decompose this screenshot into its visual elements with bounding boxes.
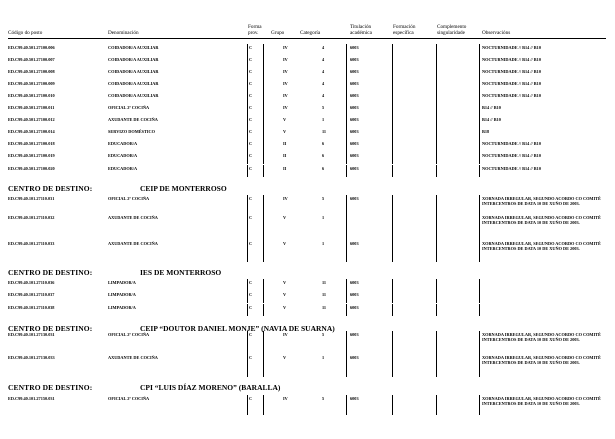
cell-codigo: ED.C99.40.101.27130.031 [8,332,55,337]
table-row [0,81,615,93]
center-label: CENTRO DE DESTINO: [8,268,93,277]
column-rule [346,240,347,262]
column-rule [392,195,393,214]
column-rule [346,44,347,56]
cell-titulacion: 6003 [350,166,359,171]
cell-denominacion: AXUDANTE DE COCIÑA [108,241,158,246]
column-rule [479,354,480,377]
column-rule [346,304,347,316]
column-rule [346,116,347,128]
column-rule [346,214,347,240]
cell-forma: C [249,355,253,360]
cell-categoria: 5 [322,196,325,201]
cell-denominacion: AXUDANTE DE COCIÑA [108,215,158,220]
column-rule [247,44,248,56]
cell-titulacion: 6003 [350,396,359,401]
center-name: IES DE MONTERROSO [140,268,222,277]
table-row [0,396,615,416]
center-name: CEIP “DOUTOR DANIEL MONJE” (NAVIA DE SUARNA) [140,324,335,333]
cell-denominacion: LIMPADOR/A [108,305,136,310]
column-rule [263,165,264,177]
header-denominacion: Denominación [108,30,139,36]
column-rule [436,240,437,262]
cell-observacions: XORNADA IRREGULAR, SEGUNDO ACORDO CO COMITÉ INTERCENTROS DE DATA 10 DE XUÑO DE 2003. [482,332,601,342]
cell-codigo: ED.C99.40.501.27100.008 [8,69,55,74]
column-rule [479,304,480,316]
column-rule [247,116,248,128]
column-rule [346,331,347,354]
column-rule [263,44,264,56]
column-rule [263,291,264,303]
column-rule [392,44,393,56]
column-rule [247,195,248,214]
column-rule [436,214,437,240]
column-rule [346,291,347,303]
column-rule [247,331,248,354]
column-rule [436,56,437,68]
cell-titulacion: 6003 [350,332,359,337]
cell-categoria: 1 [322,117,325,122]
column-rule [479,68,480,80]
column-rule [436,116,437,128]
cell-denominacion: EDUCADOR/A [108,153,138,158]
column-rule [346,354,347,377]
cell-grupo: IV [283,45,288,50]
cell-categoria: 4 [322,45,325,50]
column-rule [392,56,393,68]
column-rule [479,44,480,56]
cell-titulacion: 6003 [350,355,359,360]
cell-forma: C [249,332,253,337]
cell-categoria: 11 [322,280,327,285]
cell-observacions: B14 // B10 [482,105,501,110]
cell-categoria: 5 [322,332,325,337]
column-rule [479,56,480,68]
cell-observacions: NOCTURNIDADE // B14 // B10 [482,45,541,50]
table-row [0,305,615,317]
column-rule [436,395,437,415]
column-rule [346,104,347,116]
column-rule [392,354,393,377]
column-rule [392,80,393,92]
cell-denominacion: COIDADOR/A AUXILIAR [108,81,159,86]
column-rule [392,214,393,240]
cell-titulacion: 6003 [350,69,359,74]
column-rule [392,291,393,303]
column-rule [392,304,393,316]
column-rule [346,195,347,214]
column-rule [247,104,248,116]
column-rule [479,240,480,262]
column-rule [479,140,480,152]
cell-observacions: NOCTURNIDADE // B14 // B10 [482,81,541,86]
cell-observacions: NOCTURNIDADE // B14 // B10 [482,141,541,146]
header-complemento: Complemento singularidade [437,24,467,36]
cell-codigo: ED.C99.40.501.27100.018 [8,141,55,146]
column-rule [247,56,248,68]
cell-forma: C [249,141,253,146]
cell-grupo: IV [283,332,288,337]
table-row [0,241,615,263]
column-rule [263,240,264,262]
cell-titulacion: 6003 [350,241,359,246]
table-row [0,166,615,178]
cell-denominacion: OFICIAL 2ª COCIÑA [108,396,150,401]
cell-forma: C [249,117,253,122]
cell-forma: C [249,215,253,220]
column-rule [346,279,347,291]
column-rule [436,279,437,291]
column-rule [436,165,437,177]
column-rule [392,104,393,116]
column-rule [263,331,264,354]
cell-grupo: IV [283,81,288,86]
cell-titulacion: 6003 [350,81,359,86]
cell-grupo: V [283,355,287,360]
column-rule [346,68,347,80]
cell-titulacion: 6003 [350,196,359,201]
column-rule [263,395,264,415]
column-rule [479,92,480,104]
column-rule [392,116,393,128]
cell-denominacion: COIDADOR/A AUXILIAR [108,69,159,74]
cell-categoria: 4 [322,57,325,62]
cell-grupo: V [283,215,287,220]
cell-observacions: NOCTURNIDADE // B14 // B10 [482,69,541,74]
column-rule [479,331,480,354]
cell-forma: C [249,105,253,110]
header-categoria: Categoría [300,30,321,36]
cell-denominacion: OFICIAL 2ª COCIÑA [108,196,150,201]
cell-grupo: IV [283,69,288,74]
table-row [0,129,615,141]
cell-codigo: ED.C99.40.501.27100.019 [8,153,55,158]
cell-denominacion: LIMPADOR/A [108,292,136,297]
cell-titulacion: 6003 [350,280,359,285]
column-rule [479,279,480,291]
table-row [0,117,615,129]
cell-grupo: V [283,241,287,246]
cell-categoria: 4 [322,93,325,98]
column-rule [247,80,248,92]
column-rule [479,165,480,177]
column-rule [436,354,437,377]
column-rule [479,116,480,128]
cell-categoria: 4 [322,69,325,74]
column-rule [436,104,437,116]
cell-forma: C [249,292,253,297]
column-rule [247,128,248,140]
column-rule [346,152,347,164]
cell-titulacion: 6003 [350,57,359,62]
column-rule [392,279,393,291]
column-rule [247,395,248,415]
cell-grupo: V [283,280,287,285]
table-row [0,196,615,215]
header-forma: Forma prov. [248,24,262,36]
cell-forma: C [249,166,253,171]
cell-denominacion: COIDADOR/A AUXILIAR [108,57,159,62]
cell-denominacion: AXUDANTE DE COCIÑA [108,355,158,360]
cell-observacions: XORNADA IRREGULAR, SEGUNDO ACORDO CO COMITÉ INTERCENTROS DE DATA 10 DE XUÑO DE 2003. [482,241,601,251]
cell-titulacion: 6003 [350,45,359,50]
cell-categoria: 6 [322,153,325,158]
column-rule [392,395,393,415]
column-rule [436,304,437,316]
column-rule [436,80,437,92]
header-formacion: Formación específica [393,24,416,36]
table-row [0,105,615,117]
column-rule [247,152,248,164]
header-titulacion: Titulación académica [350,24,372,36]
table-row [0,215,615,241]
cell-categoria: 11 [322,292,327,297]
cell-forma: C [249,93,253,98]
cell-denominacion: SERVIZO DOMÉSTICO [108,129,156,134]
cell-codigo: ED.C99.40.501.27100.011 [8,105,55,110]
cell-observacions: B14 // B10 [482,117,501,122]
cell-categoria: 1 [322,215,325,220]
cell-grupo: IV [283,396,288,401]
column-rule [479,152,480,164]
cell-titulacion: 6003 [350,305,359,310]
column-rule [247,304,248,316]
column-rule [247,92,248,104]
cell-observacions: NOCTURNIDADE // B14 // B10 [482,93,541,98]
cell-codigo: ED.C99.40.501.27100.009 [8,81,55,86]
table-row [0,153,615,165]
column-rule [346,140,347,152]
cell-denominacion: OFICIAL 2ª COCIÑA [108,105,150,110]
cell-categoria: 6 [322,141,325,146]
column-rule [479,80,480,92]
column-rule [247,240,248,262]
table-row [0,57,615,69]
cell-codigo: ED.C99.40.501.27100.006 [8,45,55,50]
cell-codigo: ED.C99.40.101.27110.037 [8,292,55,297]
column-rule [392,331,393,354]
cell-grupo: II [283,153,287,158]
cell-grupo: II [283,166,287,171]
center-label: CENTRO DE DESTINO: [8,324,93,333]
cell-categoria: 5 [322,105,325,110]
header-grupo: Grupo [271,30,285,36]
column-rule [263,152,264,164]
cell-observacions: B18 [482,129,490,134]
column-rule [346,56,347,68]
cell-forma: C [249,81,253,86]
table-row [0,355,615,378]
column-rule [392,128,393,140]
cell-codigo: ED.C99.40.501.27100.007 [8,57,55,62]
cell-codigo: ED.C99.40.101.27110.032 [8,215,55,220]
cell-forma: C [249,396,253,401]
cell-categoria: 5 [322,396,325,401]
column-rule [247,354,248,377]
column-rule [436,128,437,140]
table-row [0,69,615,81]
column-rule [436,140,437,152]
column-rule [263,104,264,116]
cell-denominacion: EDUCADOR/A [108,141,138,146]
cell-grupo: V [283,305,287,310]
column-rule [247,291,248,303]
column-rule [263,195,264,214]
column-rule [436,195,437,214]
cell-codigo: ED.C99.40.501.27100.014 [8,129,55,134]
cell-denominacion: OFICIAL 2ª COCIÑA [108,332,150,337]
column-rule [247,68,248,80]
cell-denominacion: LIMPADOR/A [108,280,136,285]
cell-forma: C [249,69,253,74]
cell-grupo: IV [283,93,288,98]
cell-codigo: ED.C99.40.101.27110.036 [8,280,55,285]
cell-grupo: V [283,117,287,122]
column-rule [479,395,480,415]
cell-codigo: ED.C99.40.101.27110.038 [8,305,55,310]
table-row [0,292,615,304]
center-label: CENTRO DE DESTINO: [8,184,93,193]
column-rule [346,80,347,92]
column-rule [392,92,393,104]
column-rule [479,195,480,214]
cell-grupo: IV [283,105,288,110]
column-rule [436,331,437,354]
cell-denominacion: COIDADOR/A AUXILIAR [108,45,159,50]
cell-observacions: XORNADA IRREGULAR, SEGUNDO ACORDO CO COMITÉ INTERCENTROS DE DATA 10 DE XUÑO DE 2003. [482,396,601,406]
cell-codigo: ED.C99.40.101.27110.033 [8,241,55,246]
cell-titulacion: 6003 [350,153,359,158]
table-row [0,141,615,153]
column-rule [247,140,248,152]
cell-titulacion: 6003 [350,117,359,122]
column-rule [479,104,480,116]
cell-categoria: 6 [322,166,325,171]
cell-observacions: NOCTURNIDADE // B14 // B10 [482,57,541,62]
cell-codigo: ED.C99.40.101.27150.031 [8,396,55,401]
cell-grupo: IV [283,196,288,201]
header-codigo: Código do posto [8,30,43,36]
column-rule [263,279,264,291]
cell-forma: C [249,305,253,310]
cell-grupo: IV [283,57,288,62]
cell-titulacion: 6003 [350,105,359,110]
cell-categoria: 1 [322,355,325,360]
cell-grupo: V [283,129,287,134]
column-rule [263,140,264,152]
column-rule [263,214,264,240]
cell-titulacion: 6003 [350,292,359,297]
cell-observacions: NOCTURNIDADE // B14 // B10 [482,166,541,171]
column-rule [392,165,393,177]
cell-forma: C [249,129,253,134]
column-rule [346,92,347,104]
column-rule [263,304,264,316]
table-row [0,332,615,355]
column-rule [479,128,480,140]
column-rule [392,240,393,262]
header-rule [8,38,606,39]
column-rule [346,165,347,177]
column-rule [247,165,248,177]
cell-grupo: V [283,292,287,297]
column-rule [436,291,437,303]
cell-codigo: ED.C99.40.101.27110.031 [8,196,55,201]
cell-forma: C [249,57,253,62]
cell-forma: C [249,241,253,246]
column-rule [436,44,437,56]
center-name: CPI “LUIS DÍAZ MORENO” (BARALLA) [140,383,281,392]
column-rule [263,68,264,80]
column-rule [263,56,264,68]
cell-forma: C [249,280,253,285]
center-name: CEIP DE MONTERROSO [140,184,227,193]
column-rule [247,214,248,240]
cell-codigo: ED.C99.40.501.27100.020 [8,166,55,171]
cell-observacions: XORNADA IRREGULAR, SEGUNDO ACORDO CO COMITÉ INTERCENTROS DE DATA 10 DE XUÑO DE 2003. [482,215,601,225]
cell-categoria: 1 [322,241,325,246]
cell-grupo: II [283,141,287,146]
column-rule [392,152,393,164]
column-rule [436,68,437,80]
table-row [0,93,615,105]
column-rule [263,116,264,128]
cell-categoria: 11 [322,129,327,134]
column-rule [247,279,248,291]
column-rule [346,395,347,415]
center-label: CENTRO DE DESTINO: [8,383,93,392]
column-rule [346,128,347,140]
column-rule [263,92,264,104]
cell-forma: C [249,153,253,158]
cell-categoria: 4 [322,81,325,86]
cell-titulacion: 6003 [350,141,359,146]
column-rule [479,291,480,303]
cell-denominacion: AXUDANTE DE COCIÑA [108,117,158,122]
cell-categoria: 11 [322,305,327,310]
cell-denominacion: EDUCADOR/A [108,166,138,171]
column-rule [436,92,437,104]
cell-codigo: ED.C99.40.501.27100.012 [8,117,55,122]
cell-codigo: ED.C99.40.501.27100.010 [8,93,55,98]
cell-titulacion: 6003 [350,129,359,134]
column-rule [263,128,264,140]
cell-forma: C [249,45,253,50]
cell-forma: C [249,196,253,201]
table-row [0,280,615,292]
column-rule [263,80,264,92]
table-row [0,45,615,57]
column-rule [479,214,480,240]
cell-codigo: ED.C99.40.101.27130.033 [8,355,55,360]
cell-observacions: XORNADA IRREGULAR, SEGUNDO ACORDO CO COMITÉ INTERCENTROS DE DATA 10 DE XUÑO DE 2003. [482,196,601,206]
column-rule [263,354,264,377]
header-observacions: Observacións [482,30,511,36]
cell-denominacion: COIDADOR/A AUXILIAR [108,93,159,98]
cell-observacions: XORNADA IRREGULAR, SEGUNDO ACORDO CO COMITÉ INTERCENTROS DE DATA 10 DE XUÑO DE 2003. [482,355,601,365]
column-rule [392,68,393,80]
column-rule [436,152,437,164]
cell-observacions: NOCTURNIDADE // B14 // B10 [482,153,541,158]
cell-titulacion: 6003 [350,93,359,98]
column-rule [392,140,393,152]
